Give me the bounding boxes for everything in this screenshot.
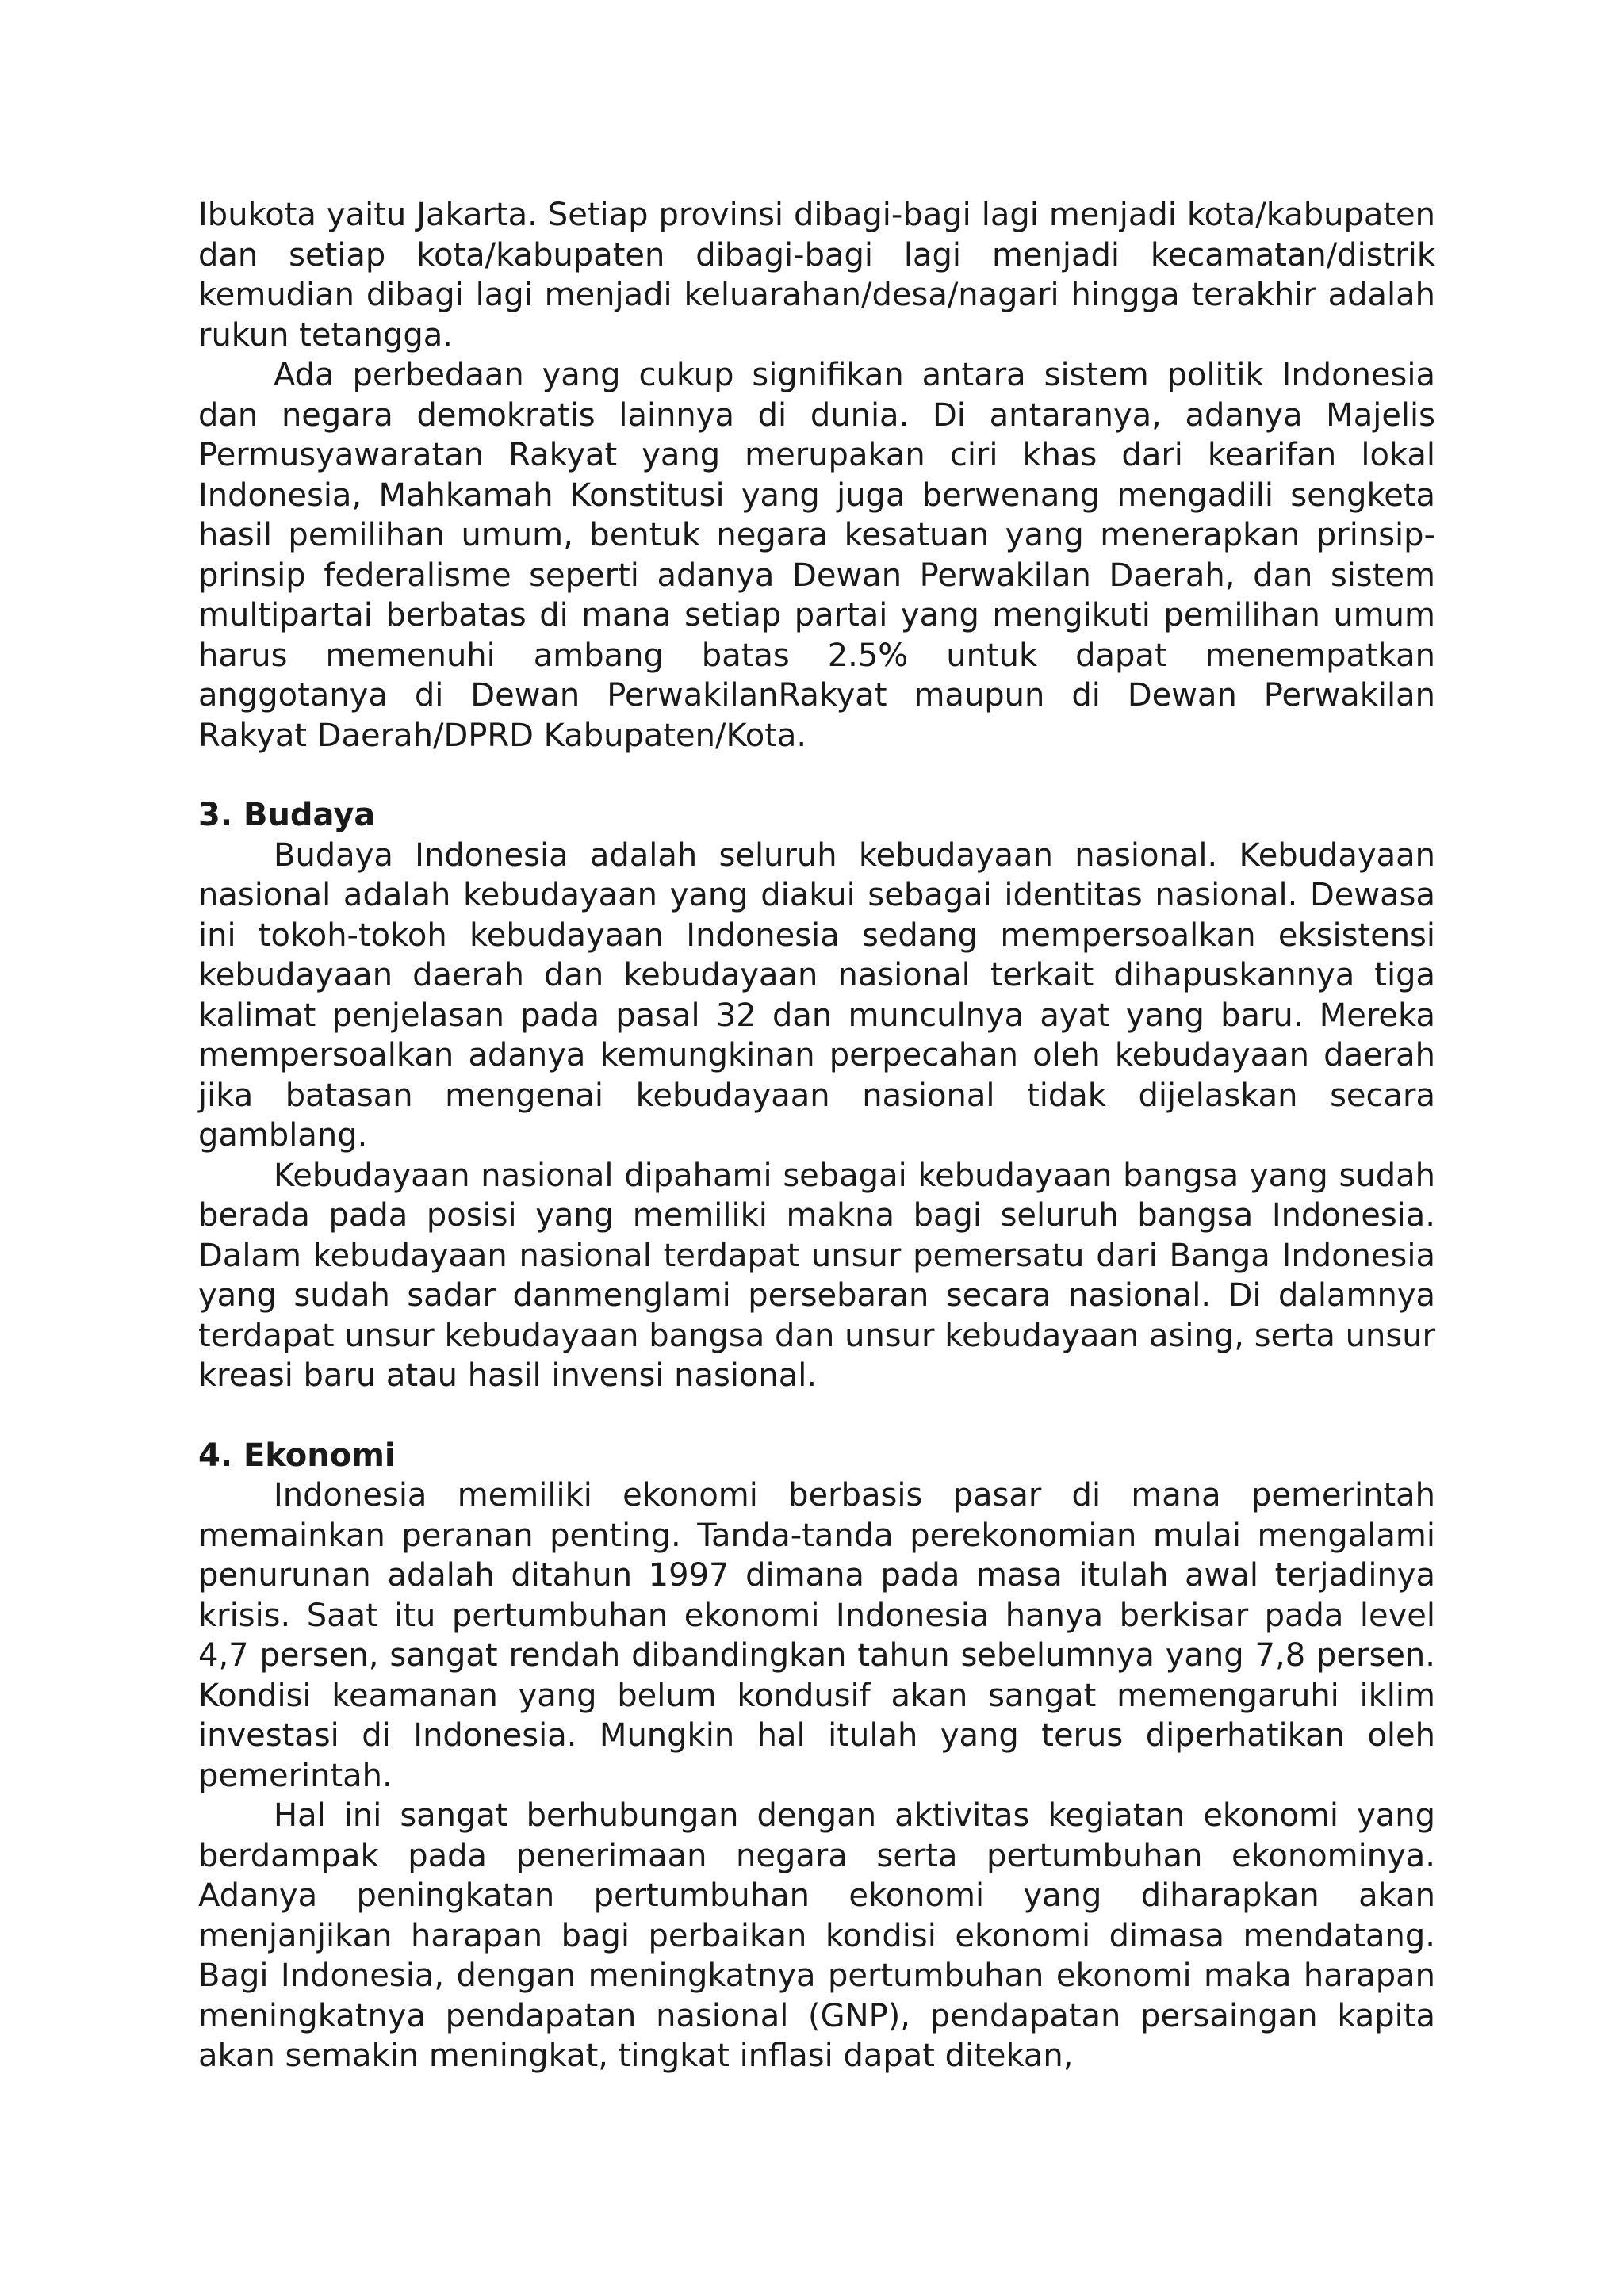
document-page xyxy=(198,195,1435,2076)
paragraph-ekonomi-1: Indonesia memiliki ekonomi berbasis pasar di mana pemerintah memainkan peranan penting. Tanda-tanda perekonomian mulai mengalami penurunan adalah ditahun 1997 dimana pada masa itulah awal terjadinya krisis. Saat itu pertumbuhan ekonomi Indonesia hanya berkisar pada level 4,7 persen, sangat rendah dibandingkan tahun sebelumnya yang 7,8 persen. Kondisi keamanan yang belum kondusif akan sangat memengaruhi iklim investasi di Indonesia. Mungkin hal itulah yang terus diperhatikan oleh pemerintah. xyxy=(198,1477,1435,1794)
section-heading-budaya: 3. Budaya xyxy=(198,797,376,833)
paragraph-budaya-1: Budaya Indonesia adalah seluruh kebudayaan nasional. Kebudayaan nasional adalah kebudayaan yang diakui sebagai identitas nasional. Dewasa ini tokoh-tokoh kebudayaan Indonesia sedang mempersoalkan eksistensi kebudayaan daerah dan kebudayaan nasional terkait dihapuskannya tiga kalimat penjelasan pada pasal 32 dan munculnya ayat yang baru. Mereka mempersoalkan adanya kemungkinan perpecahan oleh kebudayaan daerah jika batasan mengenai kebudayaan nasional tidak dijelaskan secara gamblang. xyxy=(198,836,1435,1154)
section-heading-ekonomi: 4. Ekonomi xyxy=(198,1437,396,1474)
paragraph-ekonomi-2: Hal ini sangat berhubungan dengan aktivitas kegiatan ekonomi yang berdampak pada penerimaan negara serta pertumbuhan ekonominya. Adanya peningkatan pertumbuhan ekonomi yang diharapkan akan menjanjikan harapan bagi perbaikan kondisi ekonomi dimasa mendatang. Bagi Indonesia, dengan meningkatnya pertumbuhan ekonomi maka harapan meningkatnya pendapatan nasional (GNP), pendapatan persaingan kapita akan semakin meningkat, tingkat inflasi dapat ditekan, xyxy=(198,1797,1435,2074)
paragraph-intro-2: Ada perbedaan yang cukup signifikan antara sistem politik Indonesia dan negara demokratis lainnya di dunia. Di antaranya, adanya Majelis Permusyawaratan Rakyat yang merupakan ciri khas dari kearifan lokal Indonesia, Mahkamah Konstitusi yang juga berwenang mengadili sengketa hasil pemilihan umum, bentuk negara kesatuan yang menerapkan prinsip-prinsip federalisme seperti adanya Dewan Perwakilan Daerah, dan sistem multipartai berbatas di mana setiap partai yang mengikuti pemilihan umum harus memenuhi ambang batas 2.5% untuk dapat menempatkan anggotanya di Dewan PerwakilanRakyat maupun di Dewan Perwakilan Rakyat Daerah/DPRD Kabupaten/Kota. xyxy=(198,357,1435,754)
paragraph-budaya-2: Kebudayaan nasional dipahami sebagai kebudayaan bangsa yang sudah berada pada posisi yang memiliki makna bagi seluruh bangsa Indonesia. Dalam kebudayaan nasional terdapat unsur pemersatu dari Banga Indonesia yang sudah sadar danmenglami persebaran secara nasional. Di dalamnya terdapat unsur kebudayaan bangsa dan unsur kebudayaan asing, serta unsur kreasi baru atau hasil invensi nasional. xyxy=(198,1157,1435,1394)
paragraph-intro-1: Ibukota yaitu Jakarta. Setiap provinsi dibagi-bagi lagi menjadi kota/kabupaten dan setiap kota/kabupaten dibagi-bagi lagi menjadi kecamatan/distrik kemudian dibagi lagi menjadi keluarahan/desa/nagari hingga terakhir adalah rukun tetangga. xyxy=(198,197,1435,354)
